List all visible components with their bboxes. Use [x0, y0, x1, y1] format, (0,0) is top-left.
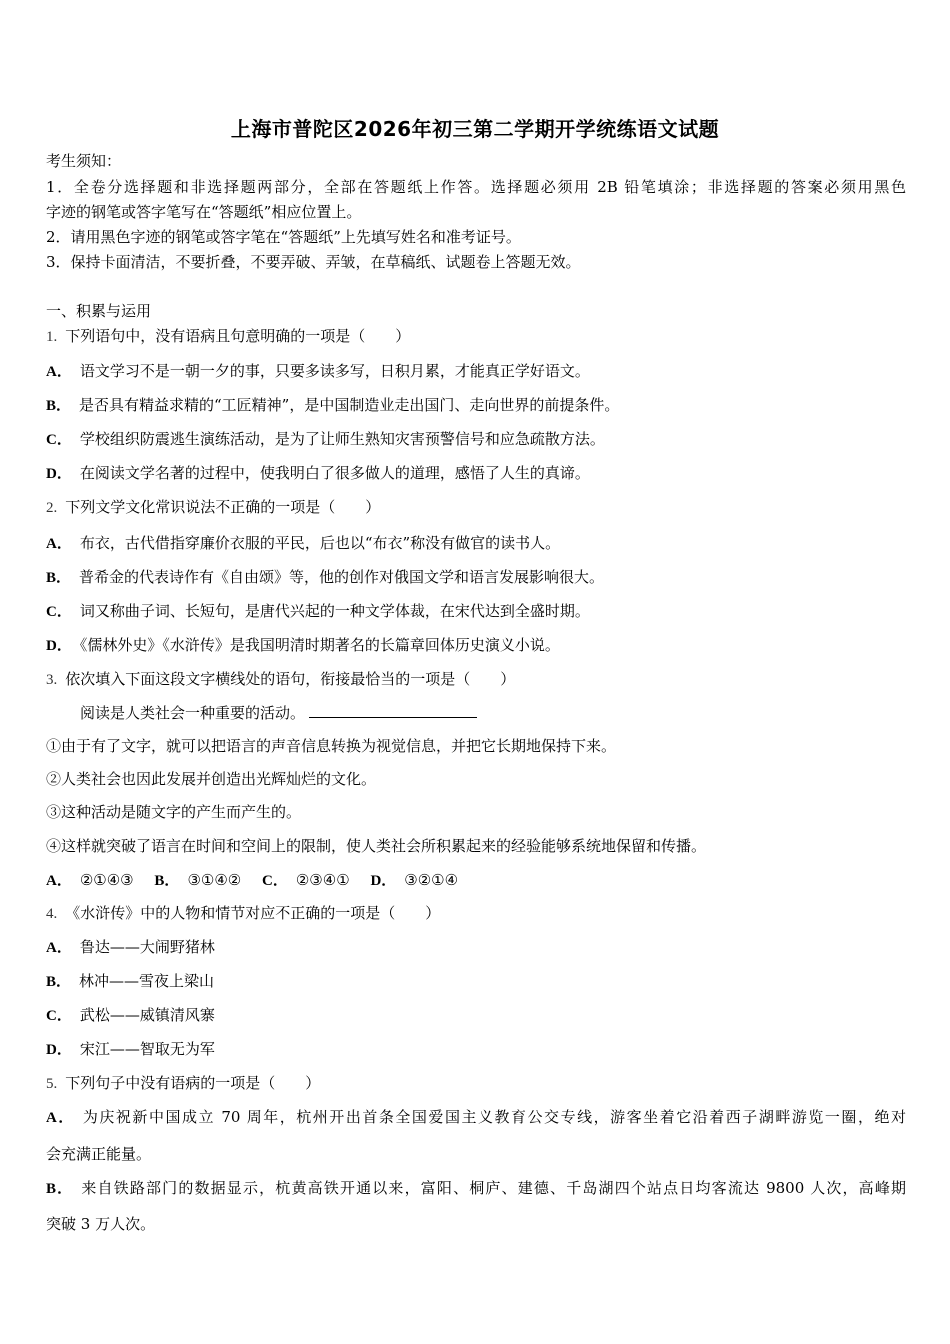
- notice-heading: 考生须知：: [46, 152, 122, 170]
- question-4-option: [46, 1005, 215, 1026]
- question-number: 3.: [46, 672, 58, 688]
- option-text: 为庆祝新中国成立 70 周年，杭州开出首条全国爱国主义教育公交专线，游客坐着它沿着西子湖畔游览一圈，绝对: [82, 1108, 906, 1126]
- question-1-option: [46, 395, 619, 416]
- choice-a: [46, 871, 134, 889]
- question-number: 1.: [46, 329, 58, 345]
- option-text: ③①④②: [187, 871, 242, 889]
- notice-item-3: 3．保持卡面清洁，不要折叠，不要弄破、弄皱，在草稿纸、试题卷上答题无效。: [46, 253, 581, 271]
- question-5-option-a-line-1: [46, 1107, 906, 1128]
- question-2-stem: [46, 497, 380, 518]
- option-text: 鲁达——大闹野猪林: [79, 938, 215, 956]
- question-1-stem: [46, 326, 410, 347]
- notice-item-1-line-1: 1．全卷分选择题和非选择题两部分，全部在答题纸上作答。选择题必须用 2B 铅笔填涂；非选择题的答案必须用黑色: [46, 178, 906, 196]
- option-letter: D．: [46, 638, 72, 654]
- option-letter: B．: [46, 570, 72, 586]
- option-text: 是否具有精益求精的“工匠精神”，是中国制造业走出国门、走向世界的前提条件。: [79, 396, 620, 414]
- option-text: 语文学习不是一朝一夕的事，只要多读多写，日积月累，才能真正学好语文。: [79, 362, 590, 380]
- question-1-option: [46, 429, 605, 450]
- question-text: 下列句子中没有语病的一项是（ ）: [65, 1074, 321, 1092]
- option-letter: D．: [46, 1042, 72, 1058]
- passage-text: 阅读是人类社会一种重要的活动。: [80, 704, 306, 722]
- option-text: ③②①④: [404, 871, 459, 889]
- option-text: 在阅读文学名著的过程中，使我明白了很多做人的道理，感悟了人生的真谛。: [79, 464, 590, 482]
- option-letter: A．: [46, 1110, 75, 1126]
- question-3-sentence: ①由于有了文字，就可以把语言的声音信息转换为视觉信息，并把它长期地保持下来。: [46, 737, 617, 755]
- question-text: 《水浒传》中的人物和情节对应不正确的一项是（ ）: [65, 904, 441, 922]
- option-letter: A．: [46, 940, 72, 956]
- question-5-stem: [46, 1073, 320, 1094]
- question-1-option: [46, 361, 590, 382]
- option-text: 学校组织防震逃生演练活动，是为了让师生熟知灾害预警信号和应急疏散方法。: [79, 430, 605, 448]
- question-4-option: [46, 971, 214, 992]
- question-5-option-b-line-2: 突破 3 万人次。: [46, 1215, 156, 1233]
- question-text: 依次填入下面这段文字横线处的语句，衔接最恰当的一项是（ ）: [65, 670, 516, 688]
- option-text: 林冲——雪夜上梁山: [79, 972, 215, 990]
- option-text: 武松——威镇清风寨: [79, 1006, 215, 1024]
- option-text: ②①④③: [79, 871, 134, 889]
- question-2-option: [46, 635, 560, 656]
- option-letter: A．: [46, 873, 72, 889]
- option-letter: D．: [46, 466, 72, 482]
- option-letter: C．: [46, 432, 72, 448]
- question-2-option: [46, 601, 590, 622]
- fill-blank: [309, 703, 477, 718]
- question-3-sentence: ③这种活动是随文字的产生而产生的。: [46, 803, 302, 821]
- question-4-option: [46, 1039, 215, 1060]
- question-4-option: [46, 937, 215, 958]
- question-number: 4.: [46, 906, 58, 922]
- option-letter: C．: [262, 873, 288, 889]
- option-letter: A．: [46, 536, 72, 552]
- question-5-option-a-line-2: 会充满正能量。: [46, 1145, 152, 1163]
- option-text: 普希金的代表诗作有《自由颂》等，他的创作对俄国文学和语言发展影响很大。: [79, 568, 605, 586]
- question-3-choices: [46, 870, 474, 891]
- option-letter: D．: [370, 873, 397, 889]
- question-2-option: [46, 567, 604, 588]
- question-3-sentence: ②人类社会也因此发展并创造出光辉灿烂的文化。: [46, 770, 377, 788]
- option-text: 词又称曲子词、长短句，是唐代兴起的一种文学体裁，在宋代达到全盛时期。: [79, 602, 590, 620]
- question-3-sentence: ④这样就突破了语言在时间和空间上的限制，使人类社会所积累起来的经验能够系统地保留和传播。: [46, 837, 707, 855]
- question-text: 下列文学文化常识说法不正确的一项是（ ）: [65, 498, 381, 516]
- option-text: 《儒林外史》《水浒传》是我国明清时期著名的长篇章回体历史演义小说。: [79, 636, 560, 654]
- question-5-option-b-line-1: [46, 1178, 906, 1199]
- option-letter: B．: [46, 398, 72, 414]
- option-letter: B．: [46, 1181, 74, 1197]
- option-letter: B．: [154, 873, 180, 889]
- choice-b: [154, 871, 241, 889]
- option-letter: A．: [46, 364, 72, 380]
- page-title: 上海市普陀区2026年初三第二学期开学统练语文试题: [230, 117, 720, 141]
- option-letter: B．: [46, 974, 72, 990]
- option-text: 来自铁路部门的数据显示，杭黄高铁开通以来，富阳、桐庐、建德、千岛湖四个站点日均客流达 9800 人次，高峰期: [81, 1179, 907, 1197]
- option-letter: C．: [46, 1008, 72, 1024]
- question-1-option: [46, 463, 590, 484]
- section-heading: 一、积累与运用: [46, 302, 152, 320]
- option-text: 宋江——智取无为军: [79, 1040, 215, 1058]
- choice-c: [262, 871, 350, 889]
- question-2-option: [46, 533, 560, 554]
- option-text: ②③④①: [295, 871, 350, 889]
- choice-d: [370, 871, 458, 889]
- option-text: 布衣，古代借指穿廉价衣服的平民，后也以“布衣”称没有做官的读书人。: [79, 534, 561, 552]
- question-number: 2.: [46, 500, 58, 516]
- option-letter: C．: [46, 604, 72, 620]
- notice-item-1-line-2: 字迹的钢笔或答字笔写在“答题纸”相应位置上。: [46, 203, 362, 221]
- question-4-stem: [46, 903, 440, 924]
- question-3-stem: [46, 669, 515, 690]
- question-number: 5.: [46, 1076, 58, 1092]
- question-3-passage: [80, 703, 477, 723]
- notice-item-2: 2．请用黑色字迹的钢笔或答字笔在“答题纸”上先填写姓名和准考证号。: [46, 228, 521, 246]
- question-text: 下列语句中，没有语病且句意明确的一项是（ ）: [65, 327, 411, 345]
